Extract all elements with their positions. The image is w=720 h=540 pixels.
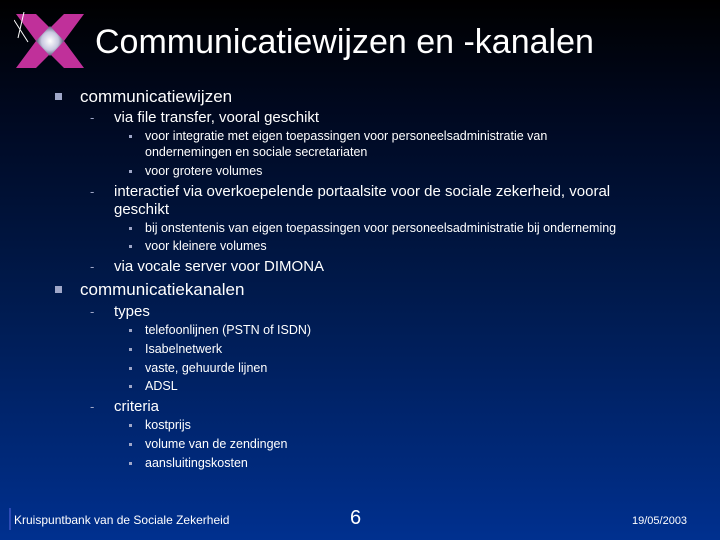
dash-bullet-icon: - xyxy=(90,259,95,274)
sub-item xyxy=(145,418,191,433)
list-item-portaalsite xyxy=(90,183,611,201)
small-square-bullet-icon xyxy=(129,424,132,427)
square-bullet-icon xyxy=(55,286,62,293)
slide-title: Communicatiewijzen en -kanalen xyxy=(95,23,594,61)
footer-accent-bar xyxy=(9,508,11,530)
sub-item xyxy=(145,221,616,236)
dash-bullet-icon: - xyxy=(90,399,95,414)
section-heading-label: communicatiekanalen xyxy=(80,280,245,299)
sub-item-label: volume van de zendingen xyxy=(145,437,288,451)
sub-item xyxy=(145,456,248,471)
sub-item-label: aansluitingskosten xyxy=(145,456,248,470)
footer-date: 19/05/2003 xyxy=(632,515,688,527)
small-square-bullet-icon xyxy=(129,385,132,388)
list-item-types xyxy=(90,303,150,321)
list-item-label: geschikt xyxy=(114,201,170,218)
dash-bullet-icon: - xyxy=(90,184,95,199)
sub-item-label: kostprijs xyxy=(145,418,191,432)
sub-item-label: voor kleinere volumes xyxy=(145,239,267,253)
sub-item-label: ADSL xyxy=(145,379,178,393)
list-item-file-transfer xyxy=(90,109,320,127)
section-heading-communicatiewijzen xyxy=(80,87,232,107)
list-item-label: types xyxy=(114,303,150,320)
sub-item xyxy=(145,164,262,179)
list-item-label: criteria xyxy=(114,398,160,415)
sub-item xyxy=(145,361,267,376)
sub-item-label: ondernemingen en sociale secretariaten xyxy=(145,145,368,159)
list-item-criteria xyxy=(90,398,160,416)
sub-item xyxy=(145,323,311,338)
sub-item-label: telefoonlijnen (PSTN of ISDN) xyxy=(145,323,312,337)
sub-item-label: Isabelnetwerk xyxy=(145,342,223,356)
sub-item-label: bij onstentenis van eigen toepassingen voor personeelsadministratie bij onderneming xyxy=(145,221,617,235)
list-item-label: via file transfer, vooral geschikt xyxy=(114,109,320,126)
small-square-bullet-icon xyxy=(129,367,132,370)
list-item-label: via vocale server voor DIMONA xyxy=(114,258,325,275)
crossed-diamond-logo-icon xyxy=(14,12,86,70)
square-bullet-icon xyxy=(55,93,62,100)
section-heading-communicatiekanalen xyxy=(80,280,244,300)
small-square-bullet-icon xyxy=(129,443,132,446)
sub-item xyxy=(145,129,547,144)
small-square-bullet-icon xyxy=(129,227,132,230)
list-item-vocale-server xyxy=(90,258,325,276)
sub-item-label: vaste, gehuurde lijnen xyxy=(145,361,268,375)
footer-organization: Kruispuntbank van de Sociale Zekerheid xyxy=(14,513,230,527)
sub-item xyxy=(145,379,178,394)
sub-item xyxy=(145,239,267,254)
small-square-bullet-icon xyxy=(129,245,132,248)
sub-item-label: voor integratie met eigen toepassingen voor personeelsadministratie van xyxy=(145,129,548,143)
page-number: 6 xyxy=(350,507,362,529)
small-square-bullet-icon xyxy=(129,329,132,332)
list-item-label: interactief via overkoepelende portaalsite voor de sociale zekerheid, vooral xyxy=(114,183,611,200)
dash-bullet-icon: - xyxy=(90,304,95,319)
small-square-bullet-icon xyxy=(129,135,132,138)
sub-item xyxy=(145,437,287,452)
sub-item xyxy=(145,342,222,357)
sub-item-continuation xyxy=(145,145,367,160)
sub-item-label: voor grotere volumes xyxy=(145,164,263,178)
dash-bullet-icon: - xyxy=(90,110,95,125)
list-item-continuation xyxy=(114,201,169,219)
small-square-bullet-icon xyxy=(129,462,132,465)
small-square-bullet-icon xyxy=(129,170,132,173)
small-square-bullet-icon xyxy=(129,348,132,351)
section-heading-label: communicatiewijzen xyxy=(80,87,233,106)
